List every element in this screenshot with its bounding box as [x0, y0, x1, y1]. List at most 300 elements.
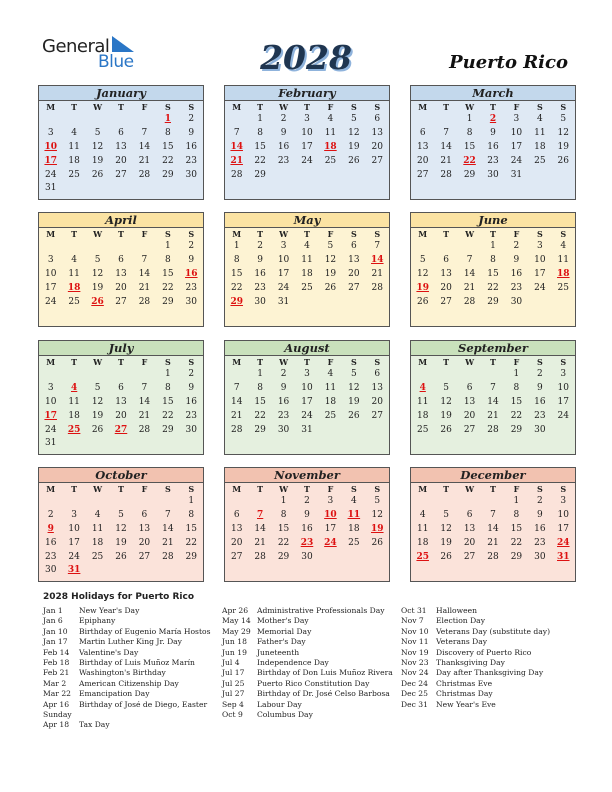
holiday-row — [222, 616, 393, 626]
holiday-row — [401, 637, 550, 647]
day-cell: 31 — [510, 169, 523, 180]
day-cell: 10 — [557, 382, 569, 393]
weekday-label: S — [350, 357, 357, 367]
day-cell: 30 — [185, 296, 197, 307]
day-cell: 8 — [466, 127, 473, 138]
day-grid — [39, 495, 203, 578]
day-cell: 5 — [350, 114, 357, 124]
day-cell: 19 — [91, 410, 104, 421]
empty-cell — [62, 240, 85, 254]
day-cell: 4 — [419, 509, 426, 520]
day-cell: 9 — [280, 382, 287, 393]
month-july — [38, 340, 204, 455]
day-cell: 12 — [91, 141, 104, 152]
day-cell: 8 — [280, 509, 287, 520]
holiday-row — [43, 689, 210, 699]
day-grid — [225, 113, 389, 182]
weekday-label: W — [93, 484, 103, 494]
weekday-label: M — [418, 484, 428, 494]
day-cell: 23 — [277, 410, 290, 421]
day-grid — [39, 113, 203, 196]
day-cell: 26 — [440, 424, 452, 435]
day-cell: 18 — [534, 141, 546, 152]
day-cell: 3 — [280, 241, 287, 251]
weekday-label: S — [536, 229, 543, 239]
weekday-label: T — [490, 484, 496, 494]
day-cell: 11 — [68, 141, 80, 152]
day-cell: 3 — [513, 114, 520, 124]
day-cell: 5 — [350, 369, 357, 379]
day-cell: 24 — [510, 155, 523, 166]
day-cell: 13 — [115, 141, 127, 152]
weekday-label: S — [164, 229, 171, 239]
day-cell: 4 — [71, 254, 77, 265]
empty-cell — [411, 240, 434, 254]
month-november — [224, 467, 390, 582]
day-cell: 10 — [557, 509, 569, 520]
day-cell: 28 — [487, 424, 499, 435]
holiday-date: May 29 — [222, 626, 251, 636]
weekday-header — [411, 101, 575, 113]
weekday-label: F — [513, 357, 520, 367]
day-cell: 16 — [534, 396, 546, 407]
day-cell: 16 — [301, 523, 313, 534]
month-january — [38, 85, 204, 200]
day-grid — [411, 495, 575, 564]
day-cell: 25 — [68, 296, 80, 307]
holiday-day-cell: 22 — [463, 155, 476, 166]
holiday-name: Valentine's Day — [79, 647, 139, 657]
holiday-row — [43, 627, 210, 637]
weekday-label: T — [71, 484, 78, 494]
weekday-label: M — [46, 484, 56, 494]
day-cell: 7 — [164, 509, 171, 520]
weekday-label: M — [418, 102, 428, 112]
holiday-row — [43, 606, 210, 616]
empty-cell — [39, 113, 62, 127]
day-cell: 1 — [466, 114, 473, 124]
holiday-name: Veterans Day — [436, 637, 488, 647]
day-cell: 30 — [185, 169, 197, 180]
holiday-day-cell: 2 — [489, 114, 497, 124]
day-cell: 10 — [68, 523, 80, 534]
day-cell: 14 — [487, 523, 499, 534]
day-cell: 30 — [301, 551, 313, 562]
day-cell: 16 — [277, 396, 290, 407]
holiday-name: Columbus Day — [257, 709, 313, 719]
day-cell: 28 — [138, 296, 151, 307]
holiday-day-cell: 26 — [91, 296, 104, 307]
day-cell: 24 — [44, 169, 57, 180]
holiday-row — [401, 648, 550, 658]
holiday-day-cell: 21 — [230, 155, 243, 166]
weekday-label: F — [141, 357, 148, 367]
holiday-day-cell: 25 — [416, 551, 429, 562]
holiday-name: Sunday — [43, 709, 72, 719]
holiday-row — [43, 720, 210, 730]
day-cell: 19 — [91, 155, 104, 166]
day-cell: 22 — [162, 282, 174, 293]
day-cell: 10 — [44, 396, 57, 407]
day-cell: 21 — [487, 537, 499, 548]
day-cell: 28 — [371, 282, 383, 293]
day-cell: 1 — [164, 241, 171, 251]
day-cell: 18 — [324, 396, 337, 407]
day-cell: 22 — [185, 537, 197, 548]
holiday-day-cell: 10 — [324, 509, 337, 520]
day-cell: 13 — [115, 396, 127, 407]
weekday-label: T — [257, 229, 264, 239]
day-cell: 10 — [44, 268, 57, 279]
day-cell: 4 — [327, 114, 334, 124]
day-cell: 19 — [91, 282, 104, 293]
month-title: June — [411, 213, 575, 228]
holiday-row — [43, 679, 210, 689]
empty-cell — [225, 113, 248, 127]
holiday-row — [222, 658, 393, 668]
month-title: January — [39, 86, 203, 101]
day-cell: 18 — [301, 268, 313, 279]
day-cell: 22 — [254, 410, 266, 421]
day-cell: 1 — [164, 369, 171, 379]
month-june — [410, 212, 576, 327]
weekday-label: T — [71, 229, 78, 239]
day-cell: 1 — [188, 496, 195, 506]
day-cell: 27 — [416, 169, 429, 180]
day-cell: 2 — [536, 369, 543, 379]
holiday-row — [43, 658, 210, 668]
day-cell: 2 — [188, 241, 195, 251]
month-september — [410, 340, 576, 455]
holiday-day-cell: 29 — [230, 296, 243, 307]
holiday-name: Labour Day — [257, 699, 302, 709]
day-cell: 24 — [44, 296, 57, 307]
day-cell: 30 — [534, 424, 546, 435]
holiday-row — [401, 679, 550, 689]
weekday-header — [225, 228, 389, 240]
day-cell: 13 — [348, 254, 360, 265]
day-cell: 20 — [115, 410, 127, 421]
weekday-label: W — [93, 102, 103, 112]
day-cell: 20 — [348, 268, 360, 279]
weekday-label: M — [46, 357, 56, 367]
day-cell: 15 — [162, 396, 174, 407]
day-cell: 12 — [348, 382, 360, 393]
day-cell: 20 — [416, 155, 429, 166]
day-cell: 9 — [513, 254, 520, 265]
month-october — [38, 467, 204, 582]
day-cell: 7 — [141, 254, 148, 265]
day-cell: 10 — [301, 127, 313, 138]
day-cell: 7 — [141, 382, 148, 393]
day-cell: 4 — [94, 509, 101, 520]
weekday-label: F — [327, 229, 334, 239]
day-cell: 14 — [138, 396, 151, 407]
day-cell: 16 — [487, 141, 499, 152]
holiday-day-cell: 16 — [185, 268, 198, 279]
day-cell: 29 — [463, 169, 476, 180]
weekday-label: S — [188, 229, 195, 239]
day-cell: 27 — [371, 410, 383, 421]
month-title: July — [39, 341, 203, 356]
holiday-day-cell: 18 — [324, 141, 337, 152]
holiday-name: American Citizenship Day — [79, 678, 179, 688]
weekday-label: T — [443, 102, 450, 112]
holiday-row — [401, 658, 550, 668]
page-header — [0, 0, 612, 80]
day-grid — [411, 240, 575, 309]
holiday-day-cell: 18 — [67, 282, 81, 293]
day-cell: 6 — [443, 254, 449, 265]
day-cell: 6 — [466, 382, 473, 393]
day-cell: 24 — [301, 410, 313, 421]
holiday-name: Halloween — [436, 606, 477, 615]
empty-cell — [133, 240, 156, 254]
day-cell: 7 — [141, 127, 148, 138]
holiday-day-cell: 11 — [347, 509, 361, 520]
weekday-header — [39, 483, 203, 495]
empty-cell — [481, 368, 504, 382]
day-cell: 17 — [557, 396, 569, 407]
day-cell: 17 — [68, 537, 80, 548]
day-cell: 23 — [510, 282, 523, 293]
holiday-date: Feb 21 — [43, 668, 70, 678]
empty-cell — [133, 368, 156, 382]
day-cell: 6 — [118, 382, 124, 393]
holiday-row — [43, 710, 210, 720]
day-cell: 31 — [44, 183, 57, 194]
weekday-label: M — [232, 102, 242, 112]
day-cell: 16 — [185, 141, 197, 152]
weekday-label: M — [46, 229, 56, 239]
holiday-name: Veterans Day (substitute day) — [436, 626, 551, 636]
holiday-day-cell: 1 — [164, 114, 171, 124]
day-cell: 6 — [419, 127, 426, 138]
holiday-day-cell: 4 — [419, 382, 426, 393]
day-cell: 15 — [277, 523, 290, 534]
holiday-date: Nov 24 — [401, 668, 429, 678]
weekday-header — [39, 101, 203, 113]
day-cell: 24 — [277, 282, 290, 293]
day-cell: 18 — [68, 410, 80, 421]
day-cell: 15 — [510, 396, 523, 407]
day-cell: 6 — [466, 509, 473, 520]
day-cell: 29 — [254, 424, 266, 435]
day-cell: 17 — [510, 141, 523, 152]
weekday-label: S — [536, 102, 543, 112]
day-cell: 20 — [463, 410, 476, 421]
day-cell: 21 — [254, 537, 266, 548]
day-cell: 25 — [324, 410, 337, 421]
day-cell: 29 — [510, 424, 523, 435]
day-cell: 3 — [560, 369, 567, 379]
logo-blue-text: Blue — [98, 52, 134, 72]
month-title: December — [411, 468, 575, 483]
day-cell: 5 — [443, 382, 449, 393]
day-cell: 3 — [327, 496, 334, 506]
empty-cell — [86, 368, 109, 382]
holiday-day-cell: 14 — [230, 141, 243, 152]
day-cell: 21 — [487, 410, 499, 421]
day-cell: 23 — [44, 551, 57, 562]
empty-cell — [225, 368, 248, 382]
day-cell: 10 — [534, 254, 546, 265]
holiday-column — [43, 606, 210, 731]
day-cell: 5 — [327, 241, 334, 251]
day-grid — [39, 368, 203, 451]
day-cell: 20 — [230, 537, 243, 548]
day-cell: 22 — [510, 410, 523, 421]
day-cell: 3 — [47, 127, 54, 138]
weekday-label: S — [536, 357, 543, 367]
month-march — [410, 85, 576, 200]
day-cell: 12 — [557, 127, 569, 138]
day-cell: 21 — [138, 282, 151, 293]
day-cell: 29 — [162, 296, 174, 307]
day-cell: 11 — [68, 396, 80, 407]
weekday-label: S — [164, 102, 171, 112]
weekday-label: F — [513, 484, 520, 494]
holiday-name: Administrative Professionals Day — [257, 606, 385, 615]
holiday-date: Oct 31 — [401, 606, 427, 615]
weekday-label: W — [465, 102, 475, 112]
day-cell: 10 — [301, 382, 313, 393]
holiday-name: Christmas Eve — [436, 678, 493, 688]
day-cell: 13 — [416, 141, 429, 152]
weekday-label: T — [71, 357, 78, 367]
weekday-label: S — [560, 102, 567, 112]
day-grid — [39, 240, 203, 309]
day-cell: 8 — [257, 127, 263, 138]
day-cell: 11 — [91, 523, 104, 534]
holiday-name: Tax Day — [79, 720, 110, 730]
empty-cell — [248, 495, 271, 509]
day-cell: 16 — [185, 396, 197, 407]
weekday-label: S — [374, 102, 381, 112]
weekday-header — [39, 228, 203, 240]
day-cell: 28 — [463, 296, 476, 307]
day-cell: 21 — [162, 537, 174, 548]
day-cell: 25 — [68, 169, 80, 180]
holiday-day-cell: 10 — [44, 141, 57, 152]
weekday-label: T — [71, 102, 78, 112]
weekday-label: M — [232, 484, 242, 494]
holiday-date: Mar 2 — [43, 678, 67, 688]
weekday-label: S — [560, 484, 567, 494]
day-cell: 15 — [254, 396, 266, 407]
day-cell: 27 — [138, 551, 151, 562]
holiday-name: Memorial Day — [257, 626, 312, 636]
day-cell: 19 — [440, 537, 452, 548]
day-cell: 21 — [138, 155, 151, 166]
weekday-label: W — [93, 229, 103, 239]
day-cell: 5 — [94, 127, 101, 138]
weekday-label: S — [350, 229, 357, 239]
weekday-label: T — [118, 484, 124, 494]
day-cell: 30 — [44, 565, 57, 576]
day-cell: 3 — [71, 509, 77, 520]
day-cell: 8 — [164, 254, 171, 265]
holiday-name: Father's Day — [257, 637, 306, 647]
day-cell: 9 — [304, 509, 310, 520]
day-cell: 24 — [301, 155, 313, 166]
day-cell: 9 — [188, 382, 195, 393]
day-cell: 14 — [162, 523, 174, 534]
day-cell: 8 — [233, 254, 240, 265]
weekday-label: T — [490, 102, 496, 112]
weekday-label: W — [465, 357, 475, 367]
weekday-label: F — [141, 229, 148, 239]
weekday-label: F — [141, 102, 148, 112]
day-cell: 13 — [371, 382, 383, 393]
holiday-row — [222, 648, 393, 658]
weekday-label: S — [536, 484, 543, 494]
weekday-header — [39, 356, 203, 368]
day-cell: 7 — [233, 382, 240, 393]
day-cell: 15 — [230, 268, 243, 279]
day-cell: 6 — [141, 509, 148, 520]
day-cell: 18 — [416, 410, 429, 421]
holiday-row — [401, 689, 550, 699]
holiday-date: Jul 25 — [222, 678, 245, 688]
day-cell: 27 — [463, 551, 476, 562]
day-cell: 24 — [557, 410, 569, 421]
holiday-row — [43, 668, 210, 678]
day-cell: 14 — [440, 141, 452, 152]
weekday-header — [225, 356, 389, 368]
day-cell: 8 — [188, 509, 195, 520]
month-may — [224, 212, 390, 327]
holiday-row — [222, 606, 393, 616]
day-cell: 20 — [115, 282, 127, 293]
day-cell: 4 — [536, 114, 543, 124]
empty-cell — [133, 495, 156, 509]
holiday-name: Election Day — [436, 616, 485, 626]
holiday-date: Apr 16 — [43, 699, 70, 709]
day-cell: 19 — [348, 396, 360, 407]
day-cell: 14 — [463, 268, 476, 279]
holiday-date: Feb 18 — [43, 657, 70, 667]
day-cell: 30 — [277, 424, 290, 435]
holiday-row — [43, 648, 210, 658]
empty-cell — [39, 495, 62, 509]
holiday-row — [401, 606, 550, 616]
holiday-day-cell: 9 — [47, 523, 54, 534]
day-cell: 29 — [162, 424, 174, 435]
day-cell: 2 — [188, 369, 195, 379]
day-cell: 2 — [536, 496, 543, 506]
day-cell: 14 — [138, 268, 151, 279]
weekday-label: T — [118, 102, 124, 112]
holiday-date: Jul 27 — [222, 689, 245, 699]
day-cell: 29 — [185, 551, 197, 562]
holiday-name: Birthday of Eugenio María Hostos — [79, 626, 211, 636]
weekday-label: T — [118, 357, 124, 367]
holiday-row — [401, 668, 550, 678]
day-cell: 19 — [115, 537, 127, 548]
holiday-name: Martin Luther King Jr. Day — [79, 637, 182, 647]
day-cell: 26 — [91, 424, 104, 435]
day-cell: 11 — [324, 127, 337, 138]
day-cell: 5 — [443, 509, 449, 520]
day-cell: 28 — [230, 169, 243, 180]
holiday-name: Puerto Rico Constitution Day — [257, 678, 370, 688]
holiday-date: Sep 4 — [222, 699, 244, 709]
day-cell: 20 — [371, 141, 383, 152]
day-cell: 28 — [487, 551, 499, 562]
day-cell: 20 — [371, 396, 383, 407]
day-cell: 26 — [371, 537, 383, 548]
